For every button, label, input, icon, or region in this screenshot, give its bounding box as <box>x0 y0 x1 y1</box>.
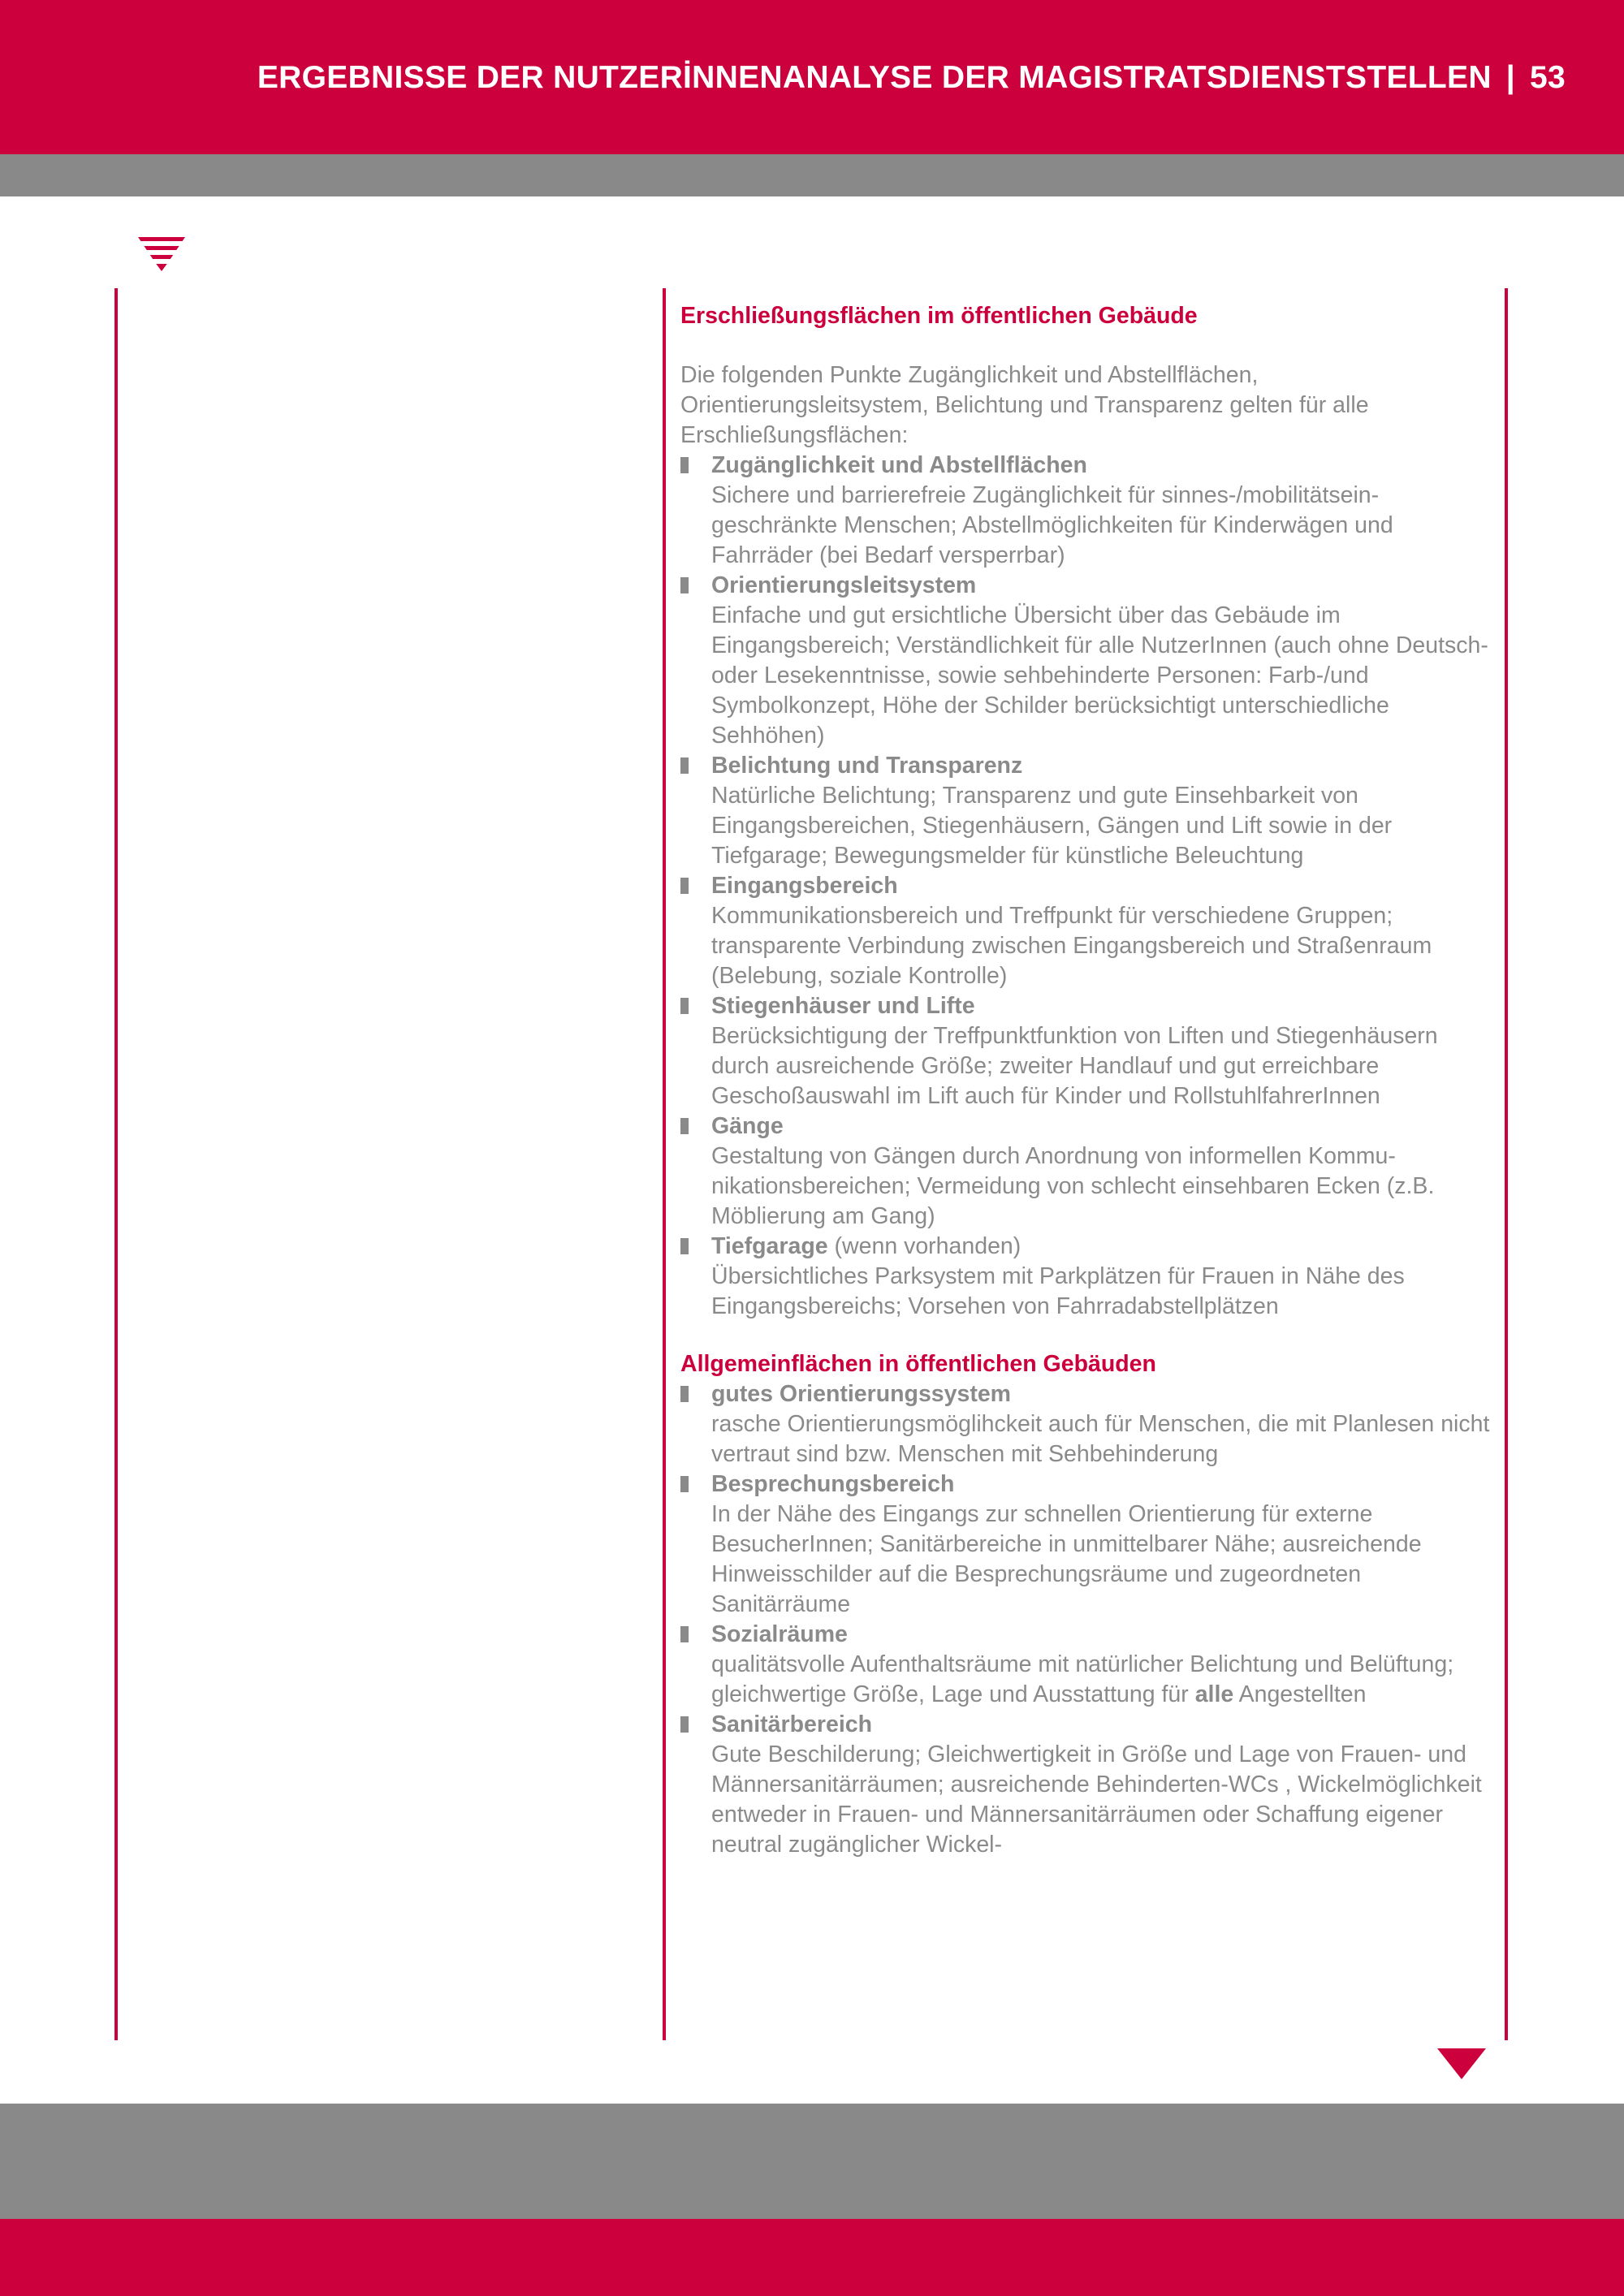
main-text-column <box>680 301 1492 1860</box>
section-heading-erschliessung: Erschließungsflächen im öffentlichen Gebäude <box>680 303 1198 329</box>
item-text: Sichere und barrierefreie Zugänglichkeit für sinnes-/mobilitätseingeschränkte Menschen; Abstellmöglichkeiten für Kinderwägen und Fahrräder (bei Bedarf versperrbar) <box>711 482 1393 568</box>
item-text: Gestaltung von Gängen durch Anordnung von informellen Kommunikationsbereichen; Vermeidung von schlecht einsehbaren Ecken (z.B. Möblierung am Gang) <box>711 1143 1435 1229</box>
page-number: 53 <box>1530 60 1566 95</box>
right-column-rule <box>1505 288 1508 2040</box>
list-item <box>680 1710 1492 1860</box>
bullet-list-allgemein <box>680 1379 1492 1860</box>
item-text: Natürliche Belichtung; Transparenz und gute Einsehbarkeit von Eingangsbereichen, Stiegenhäusern, Gängen und Lift sowie in der Tiefgarage; Bewegungsmelder für künstliche Beleuchtung <box>711 783 1393 869</box>
item-text: In der Nähe des Eingangs zur schnellen Orientierung für externe BesucherInnen; Sanitärbereiche in unmittelbarer Nähe; ausreichende Hinweisschilder auf die Besprechungsräume und zugeordneten Sanitärräume <box>711 1501 1422 1617</box>
triangle-down-icon <box>1437 2048 1486 2083</box>
list-item <box>680 751 1492 871</box>
list-item <box>680 871 1492 991</box>
bullet-list-group-3 <box>680 1232 1492 1322</box>
item-text: Übersichtliches Parksystem mit Parkplätzen für Frauen in Nähe des Eingangsbereichs; Vorsehen von Fahrradabstellplätzen <box>711 1263 1405 1319</box>
item-title: Gänge <box>711 1113 784 1139</box>
footer-red-band <box>0 2219 1624 2296</box>
item-title: Eingangsbereich <box>711 873 898 899</box>
item-text <box>711 1650 1492 1710</box>
item-title-text: Tiefgarage <box>711 1233 828 1259</box>
list-item <box>680 1470 1492 1620</box>
item-text-part: qualitätsvolle Aufenthaltsräume mit natürlicher Belichtung und Belüftung; gleichwertige Größe, Lage und Ausstattung für <box>711 1651 1454 1707</box>
item-text: Gute Beschilderung; Gleichwertigkeit in Größe und Lage von Frauen- und Männersanitärräumen; ausreichende Behinderten-WCs , Wickelmöglichkeit entweder in Frauen- und Männersanitärräumen oder Schaffung eigener neutral zugänglicher Wickel- <box>711 1741 1482 1858</box>
footer-grey-band <box>0 2104 1624 2219</box>
list-item <box>680 1379 1492 1470</box>
item-text: Kommunikationsbereich und Treffpunkt für verschiedene Gruppen; transparente Verbindung zwischen Eingangsbereich und Straßenraum (Belebung, soziale Kontrolle) <box>711 903 1432 989</box>
item-title <box>711 1232 1492 1262</box>
item-title: Sanitärbereich <box>711 1711 872 1737</box>
list-item <box>680 991 1492 1111</box>
intro-paragraph: Die folgenden Punkte Zugänglichkeit und Abstellflächen, Orientierungsleitsystem, Belichtung und Transparenz gelten für alle Erschließungsflächen: <box>680 362 1369 448</box>
list-item <box>680 1620 1492 1710</box>
running-header <box>257 60 1566 96</box>
item-title: Sozialräume <box>711 1621 848 1647</box>
middle-column-rule <box>663 288 666 2040</box>
header-title: ERGEBNISSE DER NUTZERİNNENANALYSE DER MAGISTRATSDIENSTSTELLEN <box>257 60 1492 95</box>
bullet-list-group-1 <box>680 451 1492 871</box>
item-title-note: (wenn vorhanden) <box>827 1233 1021 1259</box>
item-text-part: Angestellten <box>1233 1681 1367 1707</box>
header-grey-strip <box>0 154 1624 196</box>
item-title: Orientierungsleitsystem <box>711 572 977 598</box>
item-text-emphasis: alle <box>1194 1681 1234 1707</box>
striped-triangle-logo-icon <box>138 237 185 275</box>
bullet-list-group-2 <box>680 871 1492 1232</box>
item-title: Belichtung und Transparenz <box>711 753 1023 779</box>
item-title: Zugänglichkeit und Abstellflächen <box>711 452 1087 478</box>
item-text: rasche Orientierungsmöglihckeit auch für Menschen, die mit Planlesen nicht vertraut sind bzw. Menschen mit Sehbehinderung <box>711 1411 1490 1467</box>
list-item <box>680 451 1492 571</box>
item-title: Stiegenhäuser und Lifte <box>711 993 975 1019</box>
item-text: Einfache und gut ersichtliche Übersicht über das Gebäude im Eingangsbereich; Verständlichkeit für alle NutzerInnen (auch ohne Deutsch- oder Lesekenntnisse, sowie sehbehinderte Personen: Farb-/und Symbolkonzept, Höhe der Schilder berücksichtigt unterschiedliche Sehhöhen) <box>711 602 1488 749</box>
item-title: Besprechungsbereich <box>711 1471 955 1497</box>
item-title: gutes Orientierungssystem <box>711 1381 1012 1407</box>
list-item <box>680 1232 1492 1322</box>
item-text: Berücksichtigung der Treffpunktfunktion von Liften und Stiegenhäusern durch ausreichende Größe; zweiter Handlauf und gut erreichbare Geschoßauswahl im Lift auch für Kinder und RollstuhlfahrerInnen <box>711 1023 1438 1109</box>
left-column-rule <box>114 288 118 2040</box>
list-item <box>680 571 1492 751</box>
list-item <box>680 1111 1492 1232</box>
header-separator: | <box>1505 60 1516 95</box>
section-heading-allgemeinflaechen: Allgemeinflächen in öffentlichen Gebäuden <box>680 1351 1156 1377</box>
